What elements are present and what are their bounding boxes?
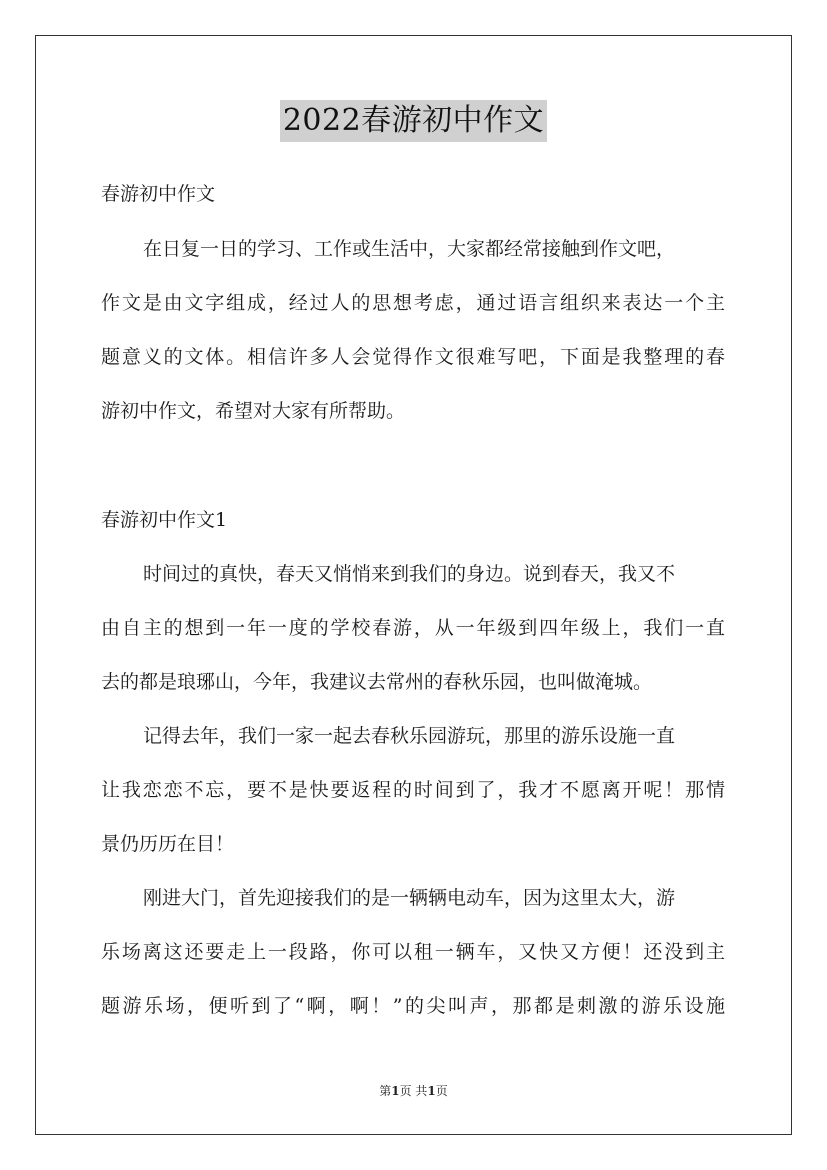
paragraph-line: 刚进大门，首先迎接我们的是一辆辆电动车，因为这里太大，游 [143, 887, 676, 909]
section-heading-intro: 春游初中作文 [101, 183, 216, 205]
page-suffix: 页 共 [399, 1084, 428, 1098]
total-suffix: 页 [435, 1084, 448, 1098]
paragraph-line: 记得去年，我们一家一起去春秋乐园游玩，那里的游乐设施一直 [143, 725, 676, 747]
paragraph-line: 游初中作文，希望对大家有所帮助。 [101, 400, 406, 422]
page-total: 1 [427, 1084, 436, 1098]
document-title: 2022春游初中作文 [280, 100, 547, 142]
paragraph-line: 去的都是琅琊山，今年，我建议去常州的春秋乐园，也叫做淹城。 [101, 671, 653, 693]
paragraph-line: 题意义的文体。相信许多人会觉得作文很难写吧，下面是我整理的春 [101, 346, 725, 368]
paragraph-line: 题游乐场，便听到了“啊，啊！”的尖叫声，那都是刺激的游乐设施 [101, 995, 725, 1017]
paragraph-line: 在日复一日的学习、工作或生活中，大家都经常接触到作文吧， [143, 238, 676, 260]
paragraph-line: 让我恋恋不忘，要不是快要返程的时间到了，我才不愿离开呢！那情 [101, 779, 725, 801]
paragraph-line: 由自主的想到一年一度的学校春游，从一年级到四年级上，我们一直 [101, 617, 725, 639]
page-footer [0, 1083, 827, 1099]
paragraph-line: 时间过的真快，春天又悄悄来到我们的身边。说到春天，我又不 [143, 563, 676, 585]
page-prefix: 第 [379, 1084, 392, 1098]
title-container [0, 100, 827, 142]
paragraph-line: 乐场离这还要走上一段路，你可以租一辆车，又快又方便！还没到主 [101, 941, 725, 963]
paragraph-line: 作文是由文字组成，经过人的思想考虑，通过语言组织来表达一个主 [101, 292, 725, 314]
section-heading-essay-1: 春游初中作文1 [101, 509, 228, 531]
paragraph-line: 景仍历历在目！ [101, 833, 235, 855]
page-current: 1 [391, 1084, 400, 1098]
